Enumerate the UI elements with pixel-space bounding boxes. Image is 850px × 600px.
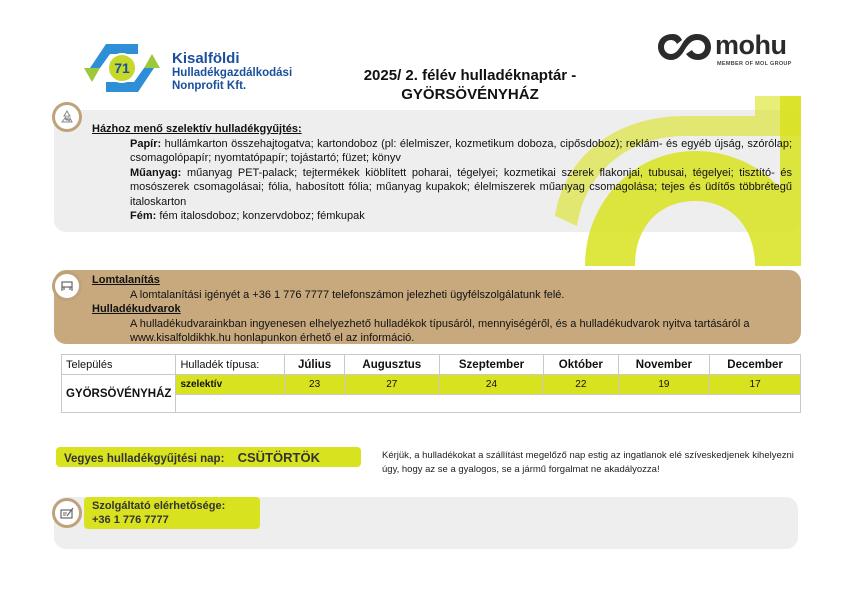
month-header: Október	[544, 355, 619, 375]
day-cell: 27	[344, 375, 439, 395]
metal-item	[92, 209, 792, 224]
bulky-content	[92, 273, 792, 346]
plastic-item	[92, 166, 792, 210]
selective-heading: Házhoz menő szelektív hulladékgyűjtés:	[92, 123, 302, 135]
title-line-2: GYÖRSÖVÉNYHÁZ	[401, 86, 539, 103]
day-cell: 23	[285, 375, 344, 395]
table-header-row	[62, 355, 801, 375]
month-header: Július	[285, 355, 344, 375]
organization-name	[172, 50, 292, 93]
day-cell: 24	[439, 375, 543, 395]
table-row	[62, 375, 801, 395]
mohu-logo	[655, 30, 795, 70]
collection-schedule-table	[61, 354, 801, 413]
mohu-wordmark: mohu	[715, 30, 787, 60]
mixed-waste-label: Vegyes hulladékgyűjtési nap:	[64, 453, 225, 465]
mohu-subtitle: MEMBER OF MOL GROUP	[717, 61, 792, 67]
org-line-3: Nonprofit Kft.	[172, 80, 247, 92]
paper-text: hullámkarton összehajtogatva; kartondoboz (pl: élelmiszer, kozmetikum doboza, cipősdoboz); reklám- és egyéb újság, szórólap; csomagolópapír; nyomtatópapír; tojástartó; füzet; könyv	[130, 137, 792, 164]
paper-item	[92, 137, 792, 166]
month-header: November	[618, 355, 710, 375]
plastic-text: műanyag PET-palack; tejtermékek kiöblített poharai, tégelyei; kozmetikai szerek flakonjai, tubusai, tégelyei; tisztító- és mosószerek csomagolásai; fólia, habosított fólia; műanyag kupakok; élelmiszerek műanyag csomagolása; tejes és üdítős többrétegű italoskarton	[130, 166, 792, 208]
empty-cell	[176, 395, 801, 413]
waste-yards-text: A hulladékudvarainkban ingyenesen elhelyezhető hulladékok típusáról, mennyiségéről, és a hulladékudvarok nyitva tartásáról a www.kisalfoldikhk.hu honlapunkon érhető el az információ.	[130, 317, 750, 344]
contact-box	[84, 497, 260, 529]
contact-card-icon	[52, 498, 82, 528]
day-cell: 22	[544, 375, 619, 395]
waste-yards-heading: Hulladékudvarok	[92, 303, 181, 315]
plastic-label: Műanyag:	[130, 166, 182, 179]
org-line-2: Hulladékgazdálkodási	[172, 67, 293, 79]
metal-text: fém italosdoboz; konzervdoboz; fémkupak	[156, 210, 365, 222]
recycle-arrows-logo-icon	[80, 36, 164, 100]
contact-label: Szolgáltató elérhetősége:	[92, 500, 226, 512]
mixed-waste-day: CSÜTÖRTÖK	[237, 450, 320, 465]
month-header: December	[710, 355, 801, 375]
col-type-header: Hulladék típusa:	[176, 355, 285, 375]
contact-phone: +36 1 776 7777	[92, 514, 169, 526]
bulky-heading: Lomtalanítás	[92, 274, 160, 286]
selective-content	[92, 122, 792, 224]
month-header: Augusztus	[344, 355, 439, 375]
day-cell: 17	[710, 375, 801, 395]
day-cell: 19	[618, 375, 710, 395]
month-header: Szeptember	[439, 355, 543, 375]
furniture-icon	[52, 271, 82, 301]
paper-label: Papír:	[130, 137, 162, 150]
bulky-text: A lomtalanítási igényét a +36 1 776 7777 telefonszámon jelezheti ügyfélszolgálatunk felé.	[130, 288, 565, 301]
placement-notice: Kérjük, a hulladékokat a szállítást megelőző nap estig az ingatlanok elé szíveskedjenek kihelyezni úgy, hogy az se a gyalogos, se a jármű forgalmat ne akadályozza!	[382, 450, 794, 475]
recycle-icon	[52, 102, 82, 132]
logo-number: 71	[114, 60, 130, 76]
title-line-1: 2025/ 2. félév hulladéknaptár -	[363, 67, 577, 84]
mohu-symbol-icon	[655, 30, 713, 64]
col-town-header: Település	[62, 355, 176, 375]
kisalfoldi-logo	[80, 36, 320, 100]
org-line-1: Kisalföldi	[172, 50, 240, 67]
metal-label: Fém:	[130, 210, 157, 222]
waste-type-cell: szelektív	[176, 375, 285, 395]
town-cell: GYÖRSÖVÉNYHÁZ	[62, 375, 176, 413]
mixed-waste-day-box	[56, 447, 361, 467]
